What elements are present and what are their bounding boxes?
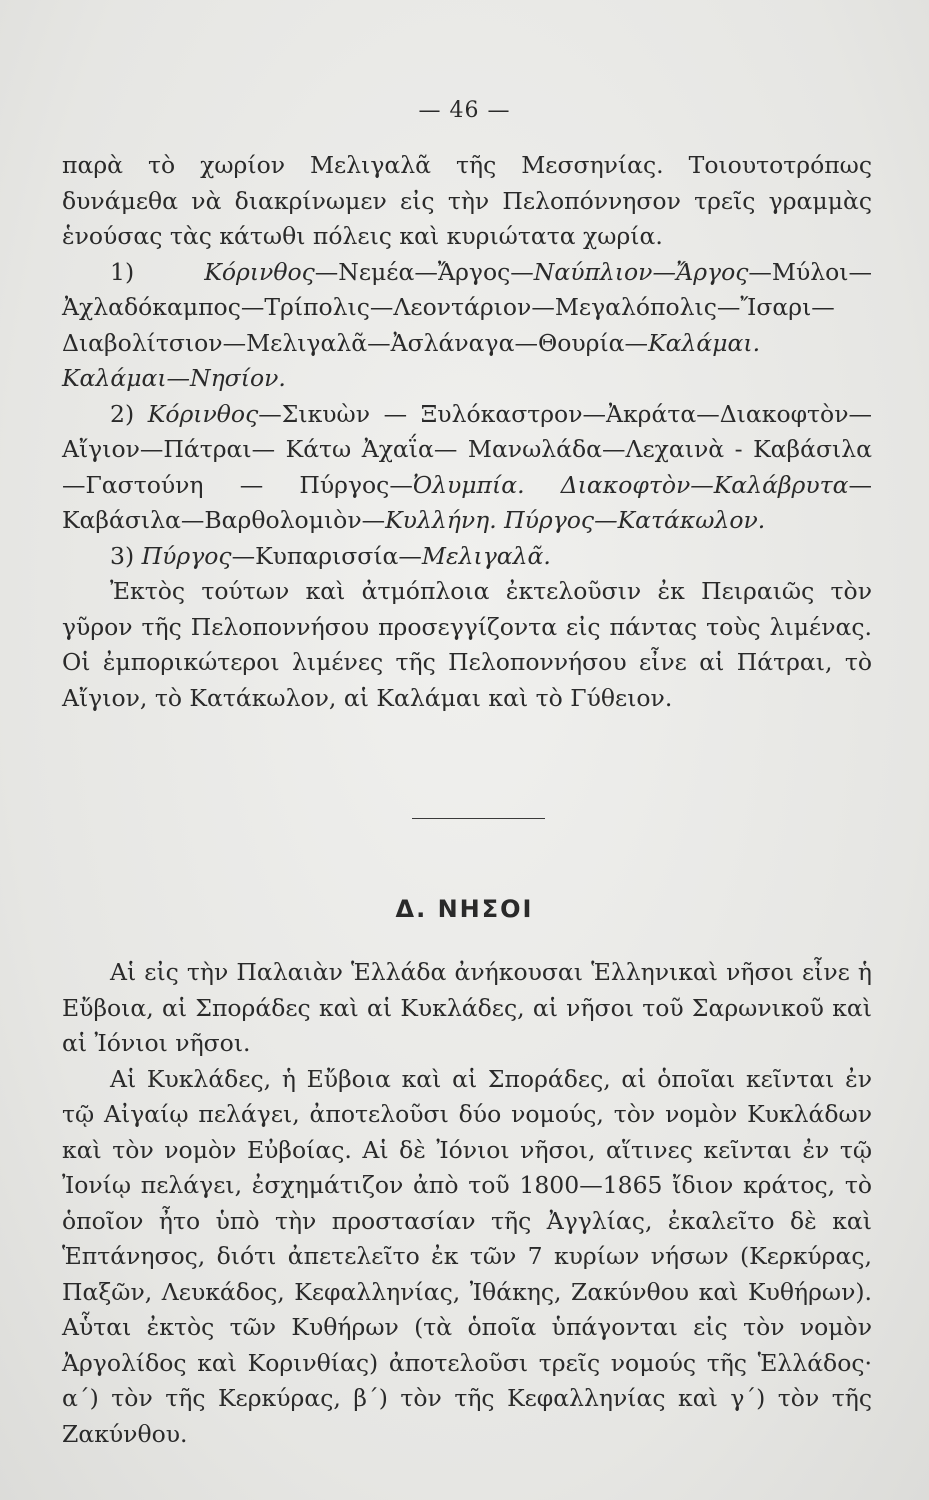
route-item-2 xyxy=(62,397,872,539)
route-italic-segment: Ναύπλιον—Ἄργος xyxy=(533,257,749,286)
route-segment: —Μύλοι—Ἀχλαδόκαμπος—Τρίπολις—Λεοντάριον—Μεγαλόπολις—Ἴσαρι—Διαβολίτσιον—Μελιγαλᾶ—Ἀσλάναγα—Θουρία— xyxy=(62,257,872,357)
islands-text-block xyxy=(62,955,872,1452)
route-number: 1) xyxy=(110,257,135,286)
islands-paragraph-1: Αἱ εἰς τὴν Παλαιὰν Ἑλλάδα ἀνήκουσαι Ἑλληνικαὶ νῆσοι εἶνε ἡ Εὔβοια, αἱ Σποράδες καὶ αἱ Κυκλάδες, αἱ νῆσοι τοῦ Σαρωνικοῦ καὶ αἱ Ἰόνιοι νῆσοι. xyxy=(62,958,872,1057)
route-italic-segment: Καλάμαι. Καλάμαι—Νησίον. xyxy=(62,328,761,392)
islands-paragraph-2: Αἱ Κυκλάδες, ἡ Εὔβοια καὶ αἱ Σποράδες, αἱ ὁποῖαι κεῖνται ἐν τῷ Αἰγαίῳ πελάγει, ἀποτελοῦσι δύο νομούς, τὸν νομὸν Κυκλάδων καὶ τὸν νομὸν Εὐβοίας. Αἱ δὲ Ἰόνιοι νῆσοι, αἵτινες κεῖνται ἐν τῷ Ἰονίῳ πελάγει, ἐσχημάτιζον ἀπὸ τοῦ 1800—1865 ἴδιον κράτος, τὸ ὁποῖον ἦτο ὑπὸ τὴν προστασίαν τῆς Ἀγγλίας, ἐκαλεῖτο δὲ καὶ Ἑπτάνησος, διότι ἀπετελεῖτο ἐκ τῶν 7 κυρίων νήσων (Κερκύρας, Παξῶν, Λευκάδος, Κεφαλληνίας, Ἰθάκης, Ζακύνθου καὶ Κυθήρων). Αὗται ἐκτὸς τῶν Κυθήρων (τὰ ὁποῖα ὑπάγονται εἰς τὸν νομὸν Ἀργολίδος καὶ Κορινθίας) ἀποτελοῦσι τρεῖς νομούς τῆς Ἑλλάδος· α΄) τὸν τῆς Κερκύρας, β΄) τὸν τῆς Κεφαλληνίας καὶ γ΄) τὸν τῆς Ζακύνθου. xyxy=(62,1064,872,1448)
route-italic-segment: Κόρινθος xyxy=(147,399,259,428)
page-number: — 46 — xyxy=(418,98,511,123)
route-italic-segment: Πύργος xyxy=(141,541,232,570)
intro-paragraph: παρὰ τὸ χωρίον Μελιγαλᾶ τῆς Μεσσηνίας. Τοιουτοτρόπως δυνάμεθα νὰ διακρίνωμεν εἰς τὴν Πελοπόννησον τρεῖς γραμμὰς ἑνούσας τὰς κάτωθι πόλεις καὶ κυριώτατα χωρία. xyxy=(62,151,872,250)
route-italic-segment: Μελιγαλᾶ. xyxy=(421,541,551,570)
route-item-1 xyxy=(62,255,872,397)
route-segment: —Κυπαρισσία— xyxy=(231,541,422,570)
route-number: 2) xyxy=(110,399,135,428)
route-segment: —Καβάσιλα—Βαρθολομιὸν— xyxy=(62,470,872,534)
route-segment: —Σικυὼν — Ξυλόκαστρον—Ἀκράτα—Διακοφτὸν—Αἴγιον—Πάτραι— Κάτω Ἀχαΐα— Μανωλάδα—Λεχαινὰ - Καβάσιλα—Γαστούνη — Πύργος— xyxy=(62,399,872,499)
route-italic-segment: Ὀλυμπία. Διακοφτὸν—Καλάβρυτα xyxy=(412,470,849,499)
section-divider xyxy=(412,818,545,819)
ports-paragraph: Ἐκτὸς τούτων καὶ ἀτμόπλοια ἐκτελοῦσιν ἐκ Πειραιῶς τὸν γῦρον τῆς Πελοποννήσου προσεγγίζοντα εἰς πάντας τοὺς λιμένας. Οἱ ἐμπορικώτεροι λιμένες τῆς Πελοποννήσου εἶνε αἱ Πάτραι, τὸ Αἴγιον, τὸ Κατάκωλον, αἱ Καλάμαι καὶ τὸ Γύθειον. xyxy=(62,577,872,712)
route-segment: —Νεμέα—Ἄργος— xyxy=(314,257,534,286)
upper-text-block xyxy=(62,148,872,716)
route-number: 3) xyxy=(110,541,135,570)
route-item-3 xyxy=(62,539,872,575)
route-italic-segment: Κυλλήνη. Πύργος—Κατάκωλον. xyxy=(385,506,766,534)
route-italic-segment: Κόρινθος xyxy=(204,257,315,286)
section-heading: Δ. ΝΗΣΟΙ xyxy=(395,895,534,923)
